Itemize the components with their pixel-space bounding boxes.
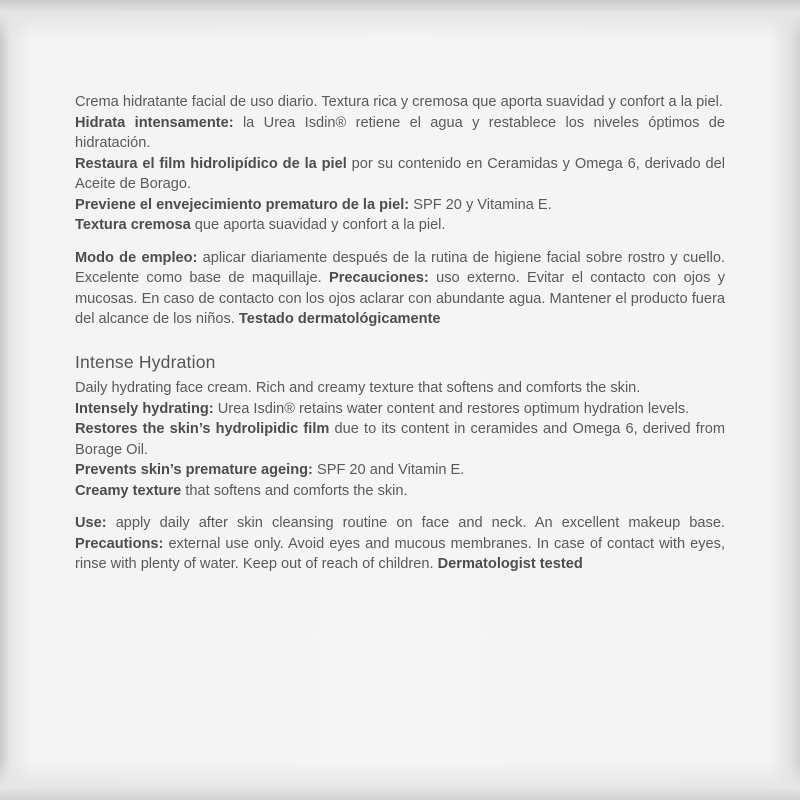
product-text: [75, 92, 725, 575]
en-texture: [75, 481, 725, 502]
en-precautions-label: Precautions:: [75, 535, 164, 552]
en-tested-label: Dermatologist tested: [437, 556, 583, 572]
es-restores-label: Restaura el film hidrolipídico de la piel: [75, 155, 347, 172]
en-texture-text: that softens and comforts the skin.: [181, 482, 408, 499]
spacer: [75, 330, 725, 352]
es-hydrates-text: la Urea Isdin® retiene el agua y restablece los niveles óptimos de hidratación.: [75, 114, 725, 151]
es-precautions-label: Precauciones:: [329, 270, 429, 286]
en-hydrates: [75, 399, 725, 420]
es-prevents-text: SPF 20 y Vitamina E.: [409, 196, 552, 213]
es-prevents: [75, 195, 725, 216]
es-intro-text: Crema hidratante facial de uso diario. Textura rica y cremosa que aporta suavidad y confort a la piel.: [75, 94, 723, 110]
es-texture-label: Textura cremosa: [75, 217, 191, 233]
es-texture: [75, 215, 725, 236]
en-heading: Intense Hydration: [75, 351, 216, 372]
spacer: [75, 501, 725, 513]
en-usage-text: apply daily after skin cleansing routine on face and neck. An excellent makeup base.: [106, 515, 725, 531]
en-hydrates-text: Urea Isdin® retains water content and restores optimum hydration levels.: [213, 400, 690, 417]
es-restores-text: por su contenido en Ceramidas y Omega 6, derivado del Aceite de Borago.: [75, 155, 725, 192]
es-usage-label: Modo de empleo:: [75, 249, 198, 266]
es-usage: [75, 248, 725, 330]
es-usage-text: aplicar diariamente después de la rutina de higiene facial sobre rostro y cuello. Excelente como base de maquillaje.: [75, 249, 726, 286]
en-usage: [75, 513, 725, 575]
es-hydrates: [75, 113, 725, 154]
en-prevents-label: Prevents skin’s premature ageing:: [75, 462, 313, 478]
es-tested-label: Testado dermatológicamente: [238, 311, 441, 327]
en-hydrates-label: Intensely hydrating:: [75, 400, 214, 417]
en-texture-label: Creamy texture: [75, 482, 182, 499]
package-top-edge: [0, 0, 800, 40]
en-restores-text: due to its content in ceramides and Omega 6, derived from Borage Oil.: [75, 421, 725, 458]
es-restores: [75, 154, 725, 195]
en-restores-label: Restores the skin’s hydrolipidic film: [75, 421, 330, 437]
spacer: [75, 236, 725, 248]
package-bottom-edge: [0, 760, 800, 800]
es-hydrates-label: Hidrata intensamente:: [75, 114, 234, 131]
en-prevents-text: SPF 20 and Vitamin E.: [312, 462, 465, 478]
es-precautions-text: uso externo. Evitar el contacto con ojos y mucosas. En caso de contacto con los ojos aclarar con abundante agua. Mantener el producto fuera del alcance de los niños.: [75, 270, 725, 327]
en-prevents: [75, 460, 725, 481]
es-intro: [75, 92, 725, 113]
es-prevents-label: Previene el envejecimiento prematuro de la piel:: [75, 196, 410, 213]
en-restores: [75, 419, 725, 460]
es-texture-text: que aporta suavidad y confort a la piel.: [190, 217, 446, 233]
en-intro-text: Daily hydrating face cream. Rich and creamy texture that softens and comforts the skin.: [75, 380, 641, 396]
en-precautions-text: external use only. Avoid eyes and mucous membranes. In case of contact with eyes, rinse with plenty of water. Keep out of reach of children.: [75, 535, 725, 572]
en-usage-label: Use:: [75, 515, 107, 531]
en-intro: [75, 378, 725, 399]
